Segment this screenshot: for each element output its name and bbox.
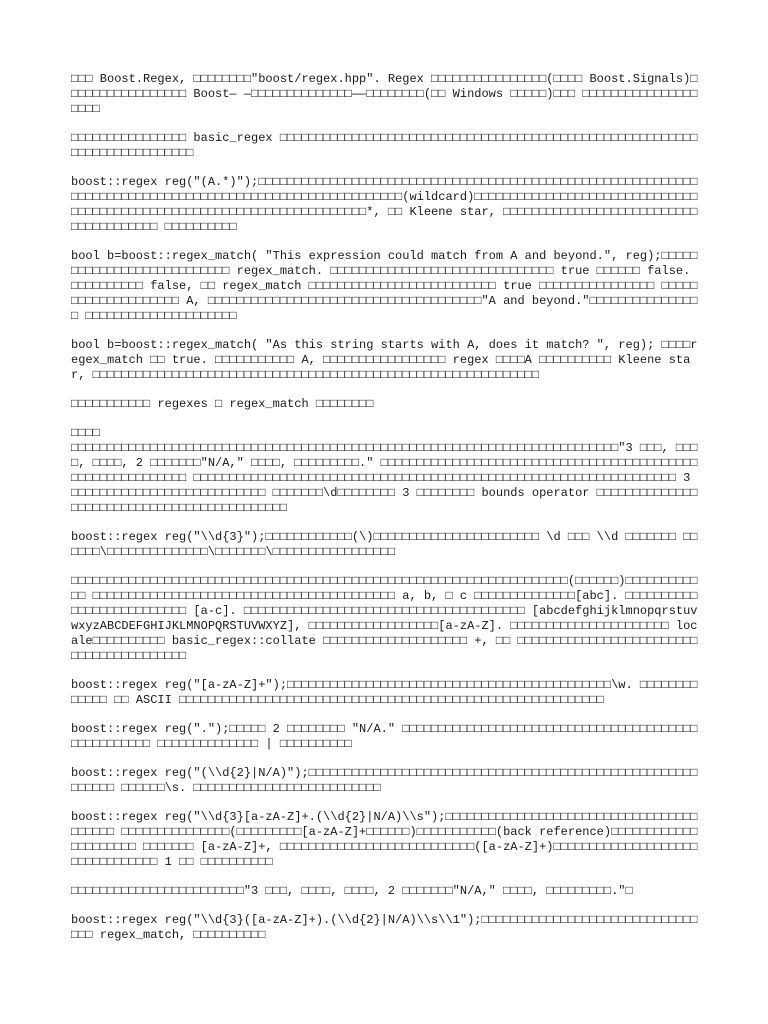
paragraph-letters-plus: boost::regex reg("[a-zA-Z]+");□□□□□□□□□□□□□□□□□□□□□□□□□□□□□□□□□□□□□□□□□□□□□\w. □□□□□□□□□□□□□ □□ ASCII □□□□□□□□□□□□□□□□□□□□□□□□□□□□□□□□□□□□□□□□□□□□□□□□□□□□□□□□□□□ [71, 678, 698, 707]
paragraph-bounds-operator: □□□□□□□□□□□□□□□□□□□□□□□□□□□□□□□□□□□□□□□□□□□□□□□□□□□□□□□□□□□□□□□□□□□□□□□□□□□□"3 □□□, □□□□, □□□□, 2 □□□□□□□"N/A," □□□□, □□□□□□□□□." □□□□□□□□□□□□□□□□□□□□□□□□□□□□□□□□□□□□□□□□□□□□□□□□□□□□□□□□□□□□ □□□□□□□□□□□□□□□□□□□□□□□□□□□□□□□□□□□□□□□□□□□□□□□□□□□□□□□□□□□□□□□□□□□ 3 □□□□□□□□□□□□□□□□□□□□□□□□□□□ □□□□□□□\d□□□□□□□□ 3 □□□□□□□□ bounds operator □□□□□□□□□□□□□□□□□□□□□□□□□□□□□□□□□□□□□□□□□□□□ [71, 441, 698, 515]
paragraph-regex-match-true: bool b=boost::regex_match( "As this string starts with A, does it match? ", reg); □□□□regex_match □□ true. □□□□□□□□□□□ A, □□□□□□□□□□□□□□□□□ regex □□□□A □□□□□□□□□□ Kleene star, □□□□□□□□□□□□□□□□□□□□□□□□□□□□□□□□□□□□□□□□□□□□□□□□□□□□□□□□□□□□□□ [71, 338, 698, 382]
paragraph-dot: boost::regex reg(".");□□□□□ 2 □□□□□□□□ "N/A." □□□□□□□□□□□□□□□□□□□□□□□□□□□□□□□□□□□□□□□□□□□□□□□□□□□□ □□□□□□□□□□□□□□ | □□□□□□□□□□ [71, 722, 698, 751]
paragraph-alternation: boost::regex reg("(\\d{2}|N/A)");□□□□□□□□□□□□□□□□□□□□□□□□□□□□□□□□□□□□□□□□□□□□□□□□□□□□□□□□□□□□ □□□□□□\s. □□□□□□□□□□□□□□□□□□□□□□□□□□ [71, 766, 698, 795]
paragraph-kleene-star: boost::regex reg("(A.*)");□□□□□□□□□□□□□□□□□□□□□□□□□□□□□□□□□□□□□□□□□□□□□□□□□□□□□□□□□□□□□ □□□□□□□□□□□□□□□□□□□□□□□□□□□□□□□□□□□□□□□□□□□□□□(wildcard)□□□□□□□□□□□□□□□□□□□□□□□□□□□□□□□ □□□□□□□□□□□□□□□□□□□□□□□□□□□□□□□□□□□□□□□□□*, □□ Kleene star, □□□□□□□□□□□□□□□□□□□□□□□□□□□□□□□□□□□□□□□ □□□□□□□□□□ [71, 175, 698, 234]
paragraph-digit-escape: boost::regex reg("\\d{3}");□□□□□□□□□□□□(\)□□□□□□□□□□□□□□□□□□□□□□□ \d □□□ \\d □□□□□□□ □□□□□□\□□□□□□□□□□□□□□\□□□□□□□\□□□□□□□□□□□□□□□□□ [71, 530, 698, 559]
paragraph-final-regex: boost::regex reg("\\d{3}([a-zA-Z]+).(\\d{2}|N/A)\\s\\1");□□□□□□□□□□□□□□□□□□□□□□□□□□□□□□□□□ regex_match, □□□□□□□□□□ [71, 913, 698, 942]
paragraph-back-reference: boost::regex reg("\\d{3}[a-zA-Z]+.(\\d{2}|N/A)\\s");□□□□□□□□□□□□□□□□□□□□□□□□□□□□□□□□□□□□□□□□□ □□□□□□□□□□□□□□□(□□□□□□□□□[a-zA-Z]+□□□□□□)□□□□□□□□□□□(back reference)□□□□□□□□□□□□□□□□□□□□□ □□□□□□□ [a-zA-Z]+, □□□□□□□□□□□□□□□□□□□□□□□□□□□([a-zA-Z]+)□□□□□□□□□□□□□□□□□□□□□□□□□□□□□□□□ 1 □□ □□□□□□□□□□ [71, 810, 698, 869]
paragraph-regex-match-false: bool b=boost::regex_match( "This expression could match from A and beyond.", reg);□□□□□□□□□□□□□□□□□□□□□□□□□□□ regex_match. □□□□□□□□□□□□□□□□□□□□□□□□□□□□□□□ true □□□□□□ false. □□□□□□□□□□ false, □□ regex_match □□□□□□□□□□□□□□□□□□□□□□□□□□ true □□□□□□□□□□□□□□□□ □□□□□□□□□□□□□□□□□□□□ A, □□□□□□□□□□□□□□□□□□□□□□□□□□□□□□□□□□□□□□"A and beyond."□□□□□□□□□□□□□□□□ □□□□□□□□□□□□□□□□□□□□□ [71, 249, 698, 323]
paragraph-section-label: □□□□ [71, 426, 100, 440]
paragraph-intro: □□□ Boost.Regex, □□□□□□□□"boost/regex.hpp". Regex □□□□□□□□□□□□□□□□(□□□□ Boost.Signals)□□□□□□□□□□□□□□□□□ Boost— —□□□□□□□□□□□□□□——□□□□□□□□(□□ Windows □□□□□)□□□ □□□□□□□□□□□□□□□□□□□□ [71, 72, 698, 116]
paragraph-example-string: □□□□□□□□□□□□□□□□□□□□□□□□"3 □□□, □□□□, □□□□, 2 □□□□□□□"N/A," □□□□, □□□□□□□□□."□ [71, 884, 633, 898]
paragraph-character-class: □□□□□□□□□□□□□□□□□□□□□□□□□□□□□□□□□□□□□□□□□□□□□□□□□□□□□□□□□□□□□□□□□□□□□(□□□□□□)□□□□□□□□□□□□ □□□□□□□□□□□□□□□□□□□□□□□□□□□□□□□□□□□□□□□□□□ a, b, □ c □□□□□□□□□□□□□□[abc]. □□□□□□□□□□□□□□□□□□□□□□□□□□ [a-c]. □□□□□□□□□□□□□□□□□□□□□□□□□□□□□□□□□□□□□□□ [abcdefghijklmnopqrstuvwxyzABCDEFGHIJKLMNOPQRSTUVWXYZ], □□□□□□□□□□□□□□□□□□[a-zA-Z]. □□□□□□□□□□□□□□□□□□□□□□ locale□□□□□□□□□□ basic_regex::collate □□□□□□□□□□□□□□□□□□□□ +, □□ □□□□□□□□□□□□□□□□□□□□□□□□□□□□□□□□□□□□□□□□□ [71, 574, 698, 663]
paragraph-basic-regex: □□□□□□□□□□□□□□□□ basic_regex □□□□□□□□□□□□□□□□□□□□□□□□□□□□□□□□□□□□□□□□□□□□□□□□□□□□□□□□□□ □□□□□□□□□□□□□□□□□ [71, 131, 698, 160]
document-body [71, 72, 699, 957]
paragraph-regexes-heading: □□□□□□□□□□□ regexes □ regex_match □□□□□□□□ [71, 397, 374, 411]
